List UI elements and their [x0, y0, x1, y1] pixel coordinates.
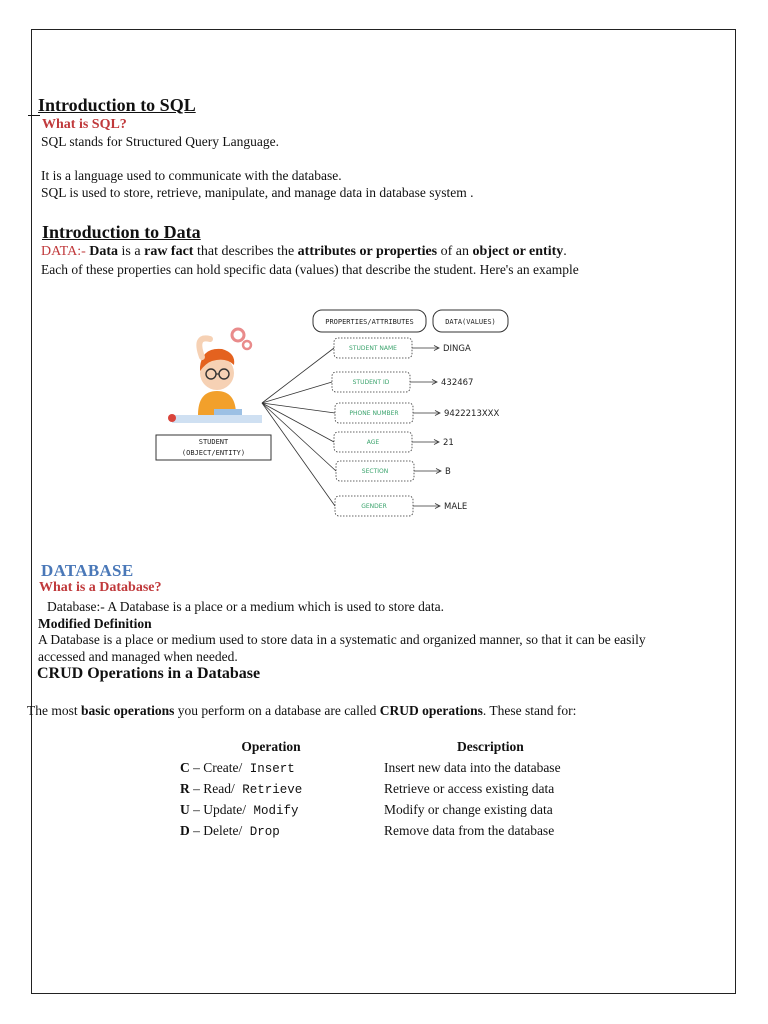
student-properties-diagram: [150, 305, 510, 523]
student-illustration: [168, 329, 262, 423]
crud-table-header: [180, 737, 677, 757]
property-value: MALE: [444, 502, 468, 512]
crud-row: [180, 820, 677, 841]
property-label: STUDENT NAME: [349, 345, 397, 352]
crud-operation: D – Delete/ Drop: [180, 822, 280, 839]
crud-row: [180, 757, 677, 778]
property-value: DINGA: [443, 344, 471, 354]
property-label: STUDENT ID: [352, 379, 390, 386]
crud-row: [180, 778, 677, 799]
database-question: What is a Database?: [39, 580, 162, 595]
crud-operation: U – Update/ Modify: [180, 801, 299, 818]
crud-description: Modify or change existing data: [384, 801, 553, 817]
connector-line: [262, 403, 335, 413]
property-label: GENDER: [361, 503, 387, 510]
sql-line-1: SQL stands for Structured Query Language.: [41, 134, 279, 149]
property-value: 432467: [441, 378, 474, 388]
data-prefix: DATA:-: [41, 244, 86, 259]
modified-definition-line-2: accessed and managed when needed.: [38, 649, 238, 664]
sql-line-3: SQL is used to store, retrieve, manipulate, and manage data in database system .: [41, 185, 474, 200]
data-definition: DATA:- Data is a raw fact that describes the attributes or properties of an object or entity.: [41, 244, 567, 259]
property-value: B: [445, 467, 451, 477]
col-description: Description: [457, 739, 524, 754]
property-value: 9422213XXX: [444, 409, 500, 419]
database-heading: DATABASE: [41, 561, 134, 580]
entity-label-2: (OBJECT/ENTITY): [181, 449, 246, 457]
data-line-2: Each of these properties can hold specific data (values) that describe the student. Here's an example: [41, 262, 579, 277]
crud-row: [180, 799, 677, 820]
database-definition: Database:- A Database is a place or a medium which is used to store data.: [47, 599, 444, 614]
sql-question: What is SQL?: [42, 117, 127, 132]
crud-intro: The most basic operations you perform on a database are called CRUD operations. These stand for:: [27, 703, 577, 718]
properties-header: PROPERTIES/ATTRIBUTES: [325, 318, 414, 326]
crud-operation: C – Create/ Insert: [180, 759, 295, 776]
crud-description: Retrieve or access existing data: [384, 780, 555, 796]
sql-line-2: It is a language used to communicate with the database.: [41, 168, 342, 183]
property-label: PHONE NUMBER: [349, 410, 399, 417]
property-label: SECTION: [361, 468, 389, 475]
col-operation: Operation: [241, 739, 301, 754]
connector-line: [262, 382, 332, 403]
crud-description: Remove data from the database: [384, 822, 555, 838]
crud-heading: CRUD Operations in a Database: [37, 665, 261, 682]
property-label: AGE: [366, 439, 380, 446]
values-header: DATA(VALUES): [445, 318, 496, 326]
modified-definition-heading: Modified Definition: [38, 616, 152, 631]
connector-line: [262, 403, 335, 506]
crud-description: Insert new data into the database: [384, 759, 561, 775]
sql-heading: Introduction to SQL: [38, 95, 196, 115]
crud-table: [180, 737, 677, 841]
entity-label-1: STUDENT: [198, 438, 229, 446]
connector-line: [262, 348, 334, 403]
crud-operation: R – Read/ Retrieve: [180, 780, 303, 797]
modified-definition-line-1: A Database is a place or medium used to store data in a systematic and organized manner, so that it can be easily: [38, 632, 646, 647]
data-heading: Introduction to Data: [42, 222, 201, 242]
property-value: 21: [443, 438, 454, 448]
